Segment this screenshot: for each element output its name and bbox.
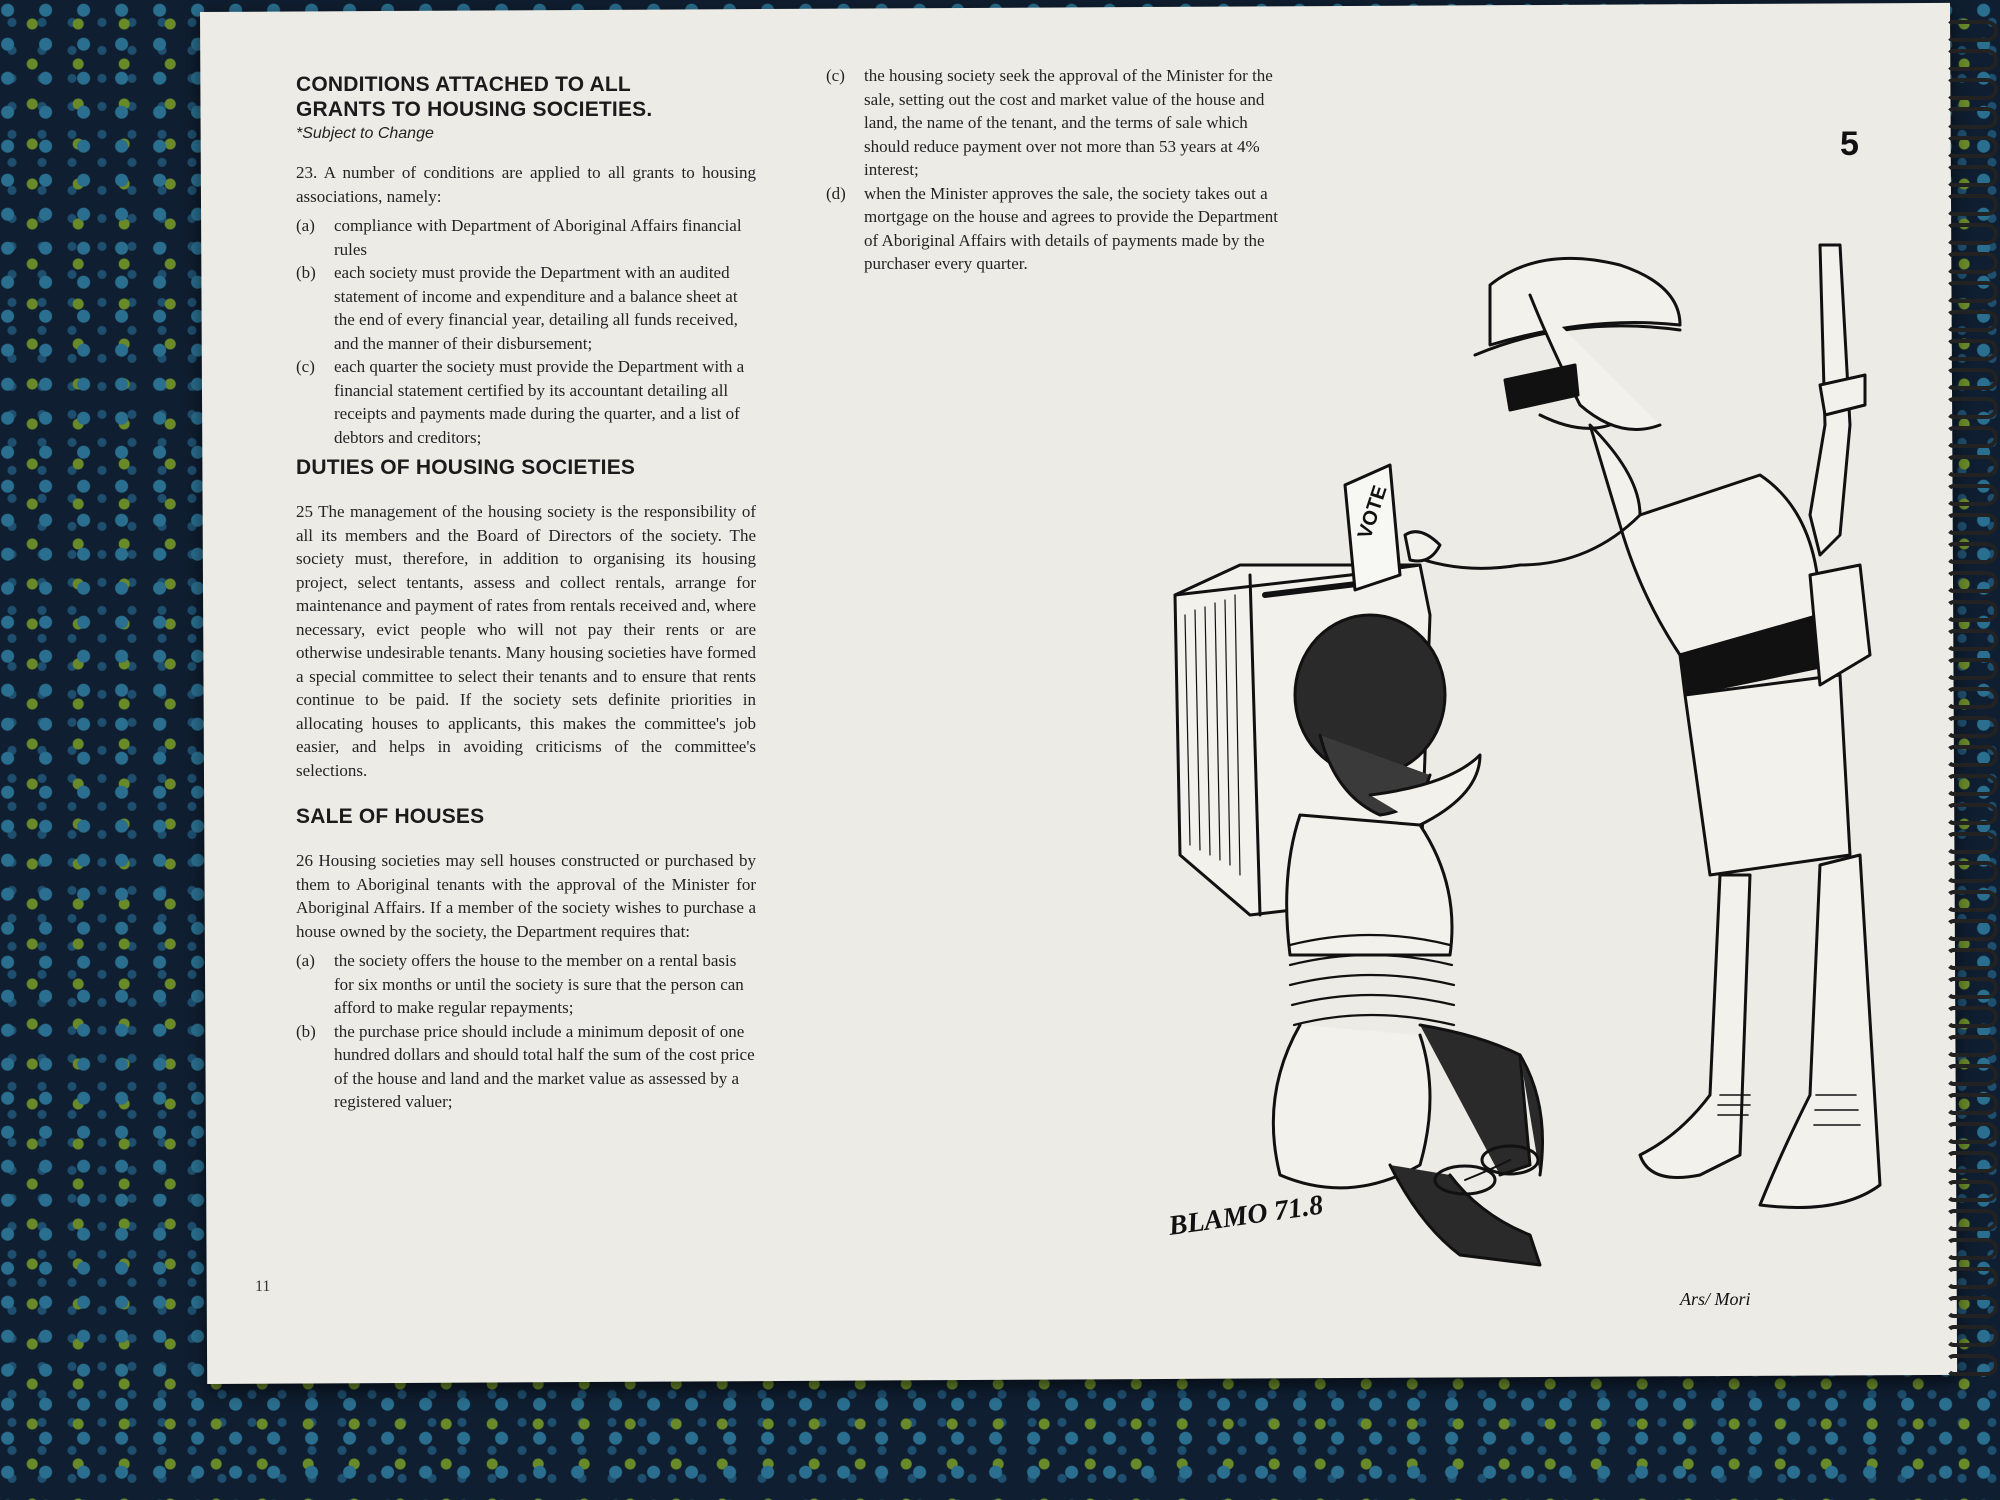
list-item xyxy=(296,214,756,261)
spiral-coil xyxy=(1946,194,1998,216)
spiral-coil xyxy=(1946,252,1998,274)
spiral-coil xyxy=(1946,861,1998,883)
spiral-coil xyxy=(1946,426,1998,448)
cartoon-drawing xyxy=(1120,95,1910,1325)
list-item xyxy=(296,261,756,355)
paragraph-26: 26 Housing societies may sell houses constructed or purchased by them to Aboriginal tenants with the approval of the Minister for Aboriginal Affairs. If a member of the society wishes to purchase a house owned by the society, the Department requires that: xyxy=(296,851,756,941)
spiral-coil xyxy=(1946,484,1998,506)
spiral-coil xyxy=(1946,1035,1998,1057)
spiral-coil xyxy=(1946,1151,1998,1173)
credit-signature: Ars/ Mori xyxy=(1680,1289,1751,1309)
spiral-coil xyxy=(1946,687,1998,709)
spiral-coil xyxy=(1946,78,1998,100)
paragraph-25: 25 The management of the housing society is the responsibility of all its members and the Board of Directors of the society. The society must, therefore, in addition to organising its housing project, select tentants, assess and collect rentals, arrange for maintenance and payment of rates from rentals received and, where necessary, evict people who will not pay their rents or are otherwise undesirable tenants. Many housing societies have formed a special committee to select their tenants and to ensure that rents continue to be paid. If the society sets definite priorities in allocating houses to applicants, this makes the committee's job easier, and helps in avoiding criticisms of the committee's selections. xyxy=(296,502,756,780)
spiral-coil xyxy=(1946,1122,1998,1144)
list-item-letter: (c) xyxy=(826,66,845,85)
spiral-coil xyxy=(1946,716,1998,738)
spiral-coil xyxy=(1946,1006,1998,1028)
sale-heading: SALE OF HOUSES xyxy=(296,805,485,828)
spiral-coil xyxy=(1946,1093,1998,1115)
left-column xyxy=(296,72,756,1114)
spiral-coil xyxy=(1946,890,1998,912)
conditions-list xyxy=(296,214,756,449)
spiral-coil xyxy=(1946,455,1998,477)
list-item-letter: (c) xyxy=(296,357,315,376)
list-item-letter: (b) xyxy=(296,263,316,282)
seated-man xyxy=(1273,615,1542,1265)
spiral-coil xyxy=(1946,1064,1998,1086)
spiral-coil xyxy=(1946,658,1998,680)
list-item-letter: (a) xyxy=(296,951,315,970)
spiral-coil xyxy=(1946,49,1998,71)
spiral-coil xyxy=(1946,1180,1998,1202)
spiral-coil xyxy=(1946,1325,1998,1347)
list-item-letter: (a) xyxy=(296,216,315,235)
list-item-text: the housing society seek the approval of the Minister for the sale, setting out the cost and market value of the house and land, the name of the tenant, and the terms of sale which should reduce payment over not more than 53 years at 4% interest; xyxy=(864,66,1273,179)
spiral-coil xyxy=(1946,832,1998,854)
political-cartoon xyxy=(1120,95,1910,1325)
conditions-heading-line2: GRANTS TO HOUSING SOCIETIES. xyxy=(296,98,653,121)
spiral-coil xyxy=(1946,281,1998,303)
spiral-coil xyxy=(1946,1267,1998,1289)
spiral-coil xyxy=(1946,803,1998,825)
spiral-coil xyxy=(1946,310,1998,332)
spiral-coil xyxy=(1946,513,1998,535)
conditions-heading xyxy=(296,72,756,122)
spiral-binding xyxy=(1938,10,1998,1380)
spiral-coil xyxy=(1946,571,1998,593)
paragraph-23: 23. A number of conditions are applied to all grants to housing associations, namely: xyxy=(296,163,756,206)
sale-requirements-list xyxy=(296,949,756,1114)
spiral-coil xyxy=(1946,629,1998,651)
spiral-coil xyxy=(1946,1209,1998,1231)
spiral-coil xyxy=(1946,136,1998,158)
spiral-coil xyxy=(1946,1354,1998,1376)
ballot-text: VOTE xyxy=(1353,482,1392,542)
spiral-coil xyxy=(1946,397,1998,419)
spiral-coil xyxy=(1946,745,1998,767)
list-item-letter: (b) xyxy=(296,1021,316,1041)
spiral-coil xyxy=(1946,600,1998,622)
spiral-coil xyxy=(1946,223,1998,245)
page-number: 11 xyxy=(255,1278,271,1295)
artist-signature: BLAMO 71.8 xyxy=(1166,1189,1326,1242)
spiral-coil xyxy=(1946,20,1998,42)
list-item-text: the society offers the house to the member on a rental basis for six months or until the society is sure that the person can afford to make regular repayments; xyxy=(334,951,744,1017)
list-item xyxy=(296,355,756,449)
subject-to-change-note: *Subject to Change xyxy=(296,125,434,142)
spiral-coil xyxy=(1946,1296,1998,1318)
spiral-coil xyxy=(1946,919,1998,941)
spiral-coil xyxy=(1946,1238,1998,1260)
spiral-coil xyxy=(1946,977,1998,999)
duties-heading: DUTIES OF HOUSING SOCIETIES xyxy=(296,456,636,479)
list-item-text: each society must provide the Department with an audited statement of income and expenditure and a balance sheet at the end of every financial year, detailing all funds received, and the manner of their disbursement; xyxy=(334,263,738,353)
list-item-text: the purchase price should include a minimum deposit of one hundred dollars and should total half the sum of the cost price of the house and land and the market value as assessed by a registered valuer; xyxy=(334,1021,755,1111)
conditions-heading-line1: CONDITIONS ATTACHED TO ALL xyxy=(296,73,631,96)
spiral-coil xyxy=(1946,165,1998,187)
spiral-coil xyxy=(1946,107,1998,129)
spiral-coil xyxy=(1946,774,1998,796)
spiral-coil xyxy=(1946,542,1998,564)
list-item-letter: (d) xyxy=(826,183,846,203)
list-item xyxy=(296,1020,756,1114)
list-item-text: each quarter the society must provide the Department with a financial statement certified by its accountant detailing all receipts and payments made during the quarter, and a list of debtors and creditors; xyxy=(334,357,745,447)
spiral-coil xyxy=(1946,368,1998,390)
corner-mark: 5 xyxy=(1840,125,1859,163)
list-item xyxy=(296,949,756,1020)
spiral-coil xyxy=(1946,948,1998,970)
spiral-coil xyxy=(1946,339,1998,361)
list-item-text: compliance with Department of Aboriginal Affairs financial rules xyxy=(334,216,742,259)
list-item-text: when the Minister approves the sale, the society takes out a mortgage on the house and agrees to provide the Department of Aboriginal Affairs with details of payments made by the purchaser every quarter. xyxy=(864,183,1279,273)
